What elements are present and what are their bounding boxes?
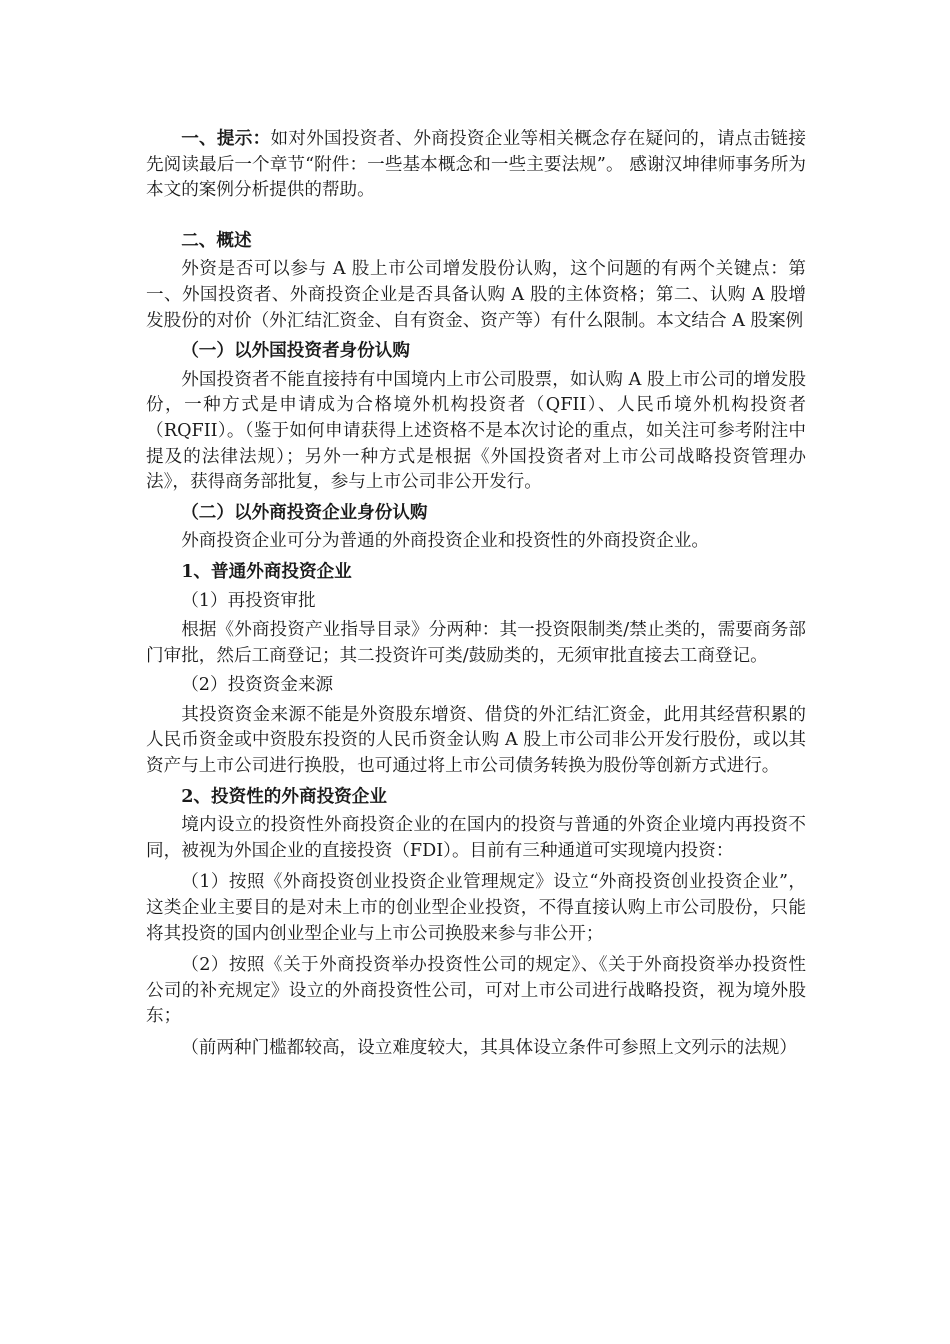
overview-paragraph: 外资是否可以参与 A 股上市公司增发股份认购，这个问题的有两个关键点：第一、外国投资者、外商投资企业是否具备认购 A 股的主体资格；第二、认购 A 股增发股份的对价（外汇结汇资金、自有资金、资产等）有什么限制。本文结合 A 股案例 [146,259,806,331]
foreign-investor-paragraph: 外国投资者不能直接持有中国境内上市公司股票，如认购 A 股上市公司的增发股份，一种方式是申请成为合格境外机构投资者（QFII）、人民币境外机构投资者（RQFII）。（鉴于如何申请获得上述资格不是本次讨论的重点，如关注可参考附注中提及的法律法规）；另外一种方式是根据《外国投资者对上市公司战略投资管理办法》，获得商务部批复，参与上市公司非公开发行。 [146,369,806,493]
investment-company-paragraph: （2）按照《关于外商投资举办投资性公司的规定》、《关于外商投资举办投资性公司的补充规定》设立的外商投资性公司，可对上市公司进行战略投资，视为境外股东； [146,955,806,1027]
funding-source-heading: （2）投资资金来源 [181,675,334,696]
investment-fie-heading: 2、投资性的外商投资企业 [181,785,387,807]
reinvestment-approval-heading: （1）再投资审批 [181,590,316,611]
foreign-investor-heading: （一）以外国投资者身份认购 [181,340,410,362]
overview-heading: 二、概述 [181,229,252,251]
tip-label: 一、提示： [181,128,271,149]
fie-heading: （二）以外商投资企业身份认购 [181,501,428,523]
venture-capital-paragraph: （1）按照《外商投资创业投资企业管理规定》设立“外商投资创业投资企业”，这类企业主要目的是对未上市的创业型企业投资，不得直接认购上市公司股份，只能将其投资的国内创业型企业与上市公司换股来参与非公开； [146,872,806,944]
document-page [146,126,806,1062]
threshold-note: （前两种门槛都较高，设立难度较大，其具体设立条件可参照上文列示的法规） [181,1038,797,1058]
ordinary-fie-heading: 1、普通外商投资企业 [181,560,352,582]
investment-fie-paragraph: 境内设立的投资性外商投资企业的在国内的投资与普通的外资企业境内再投资不同，被视为外国企业的直接投资（FDI）。目前有三种通道可实现境内投资： [146,815,806,861]
tip-paragraph [146,126,806,204]
reinvestment-approval-paragraph: 根据《外商投资产业指导目录》分两种：其一投资限制类/禁止类的，需要商务部门审批，然后工商登记；其二投资许可类/鼓励类的，无须审批直接去工商登记。 [146,620,806,666]
tip-text: 如对外国投资者、外商投资企业等相关概念存在疑问的，请点击链接先阅读最后一个章节“附件：一些基本概念和一些主要法规”。 感谢汉坤律师事务所为本文的案例分析提供的帮助。 [146,129,806,201]
funding-source-paragraph: 其投资资金来源不能是外资股东增资、借贷的外汇结汇资金，此用其经营积累的人民币资金或中资股东投资的人民币资金认购 A 股上市公司非公开发行股份，或以其资产与上市公司进行换股，也可通过将上市公司债务转换为股份等创新方式进行。 [146,704,806,777]
fie-paragraph: 外商投资企业可分为普通的外商投资企业和投资性的外商投资企业。 [181,531,710,552]
